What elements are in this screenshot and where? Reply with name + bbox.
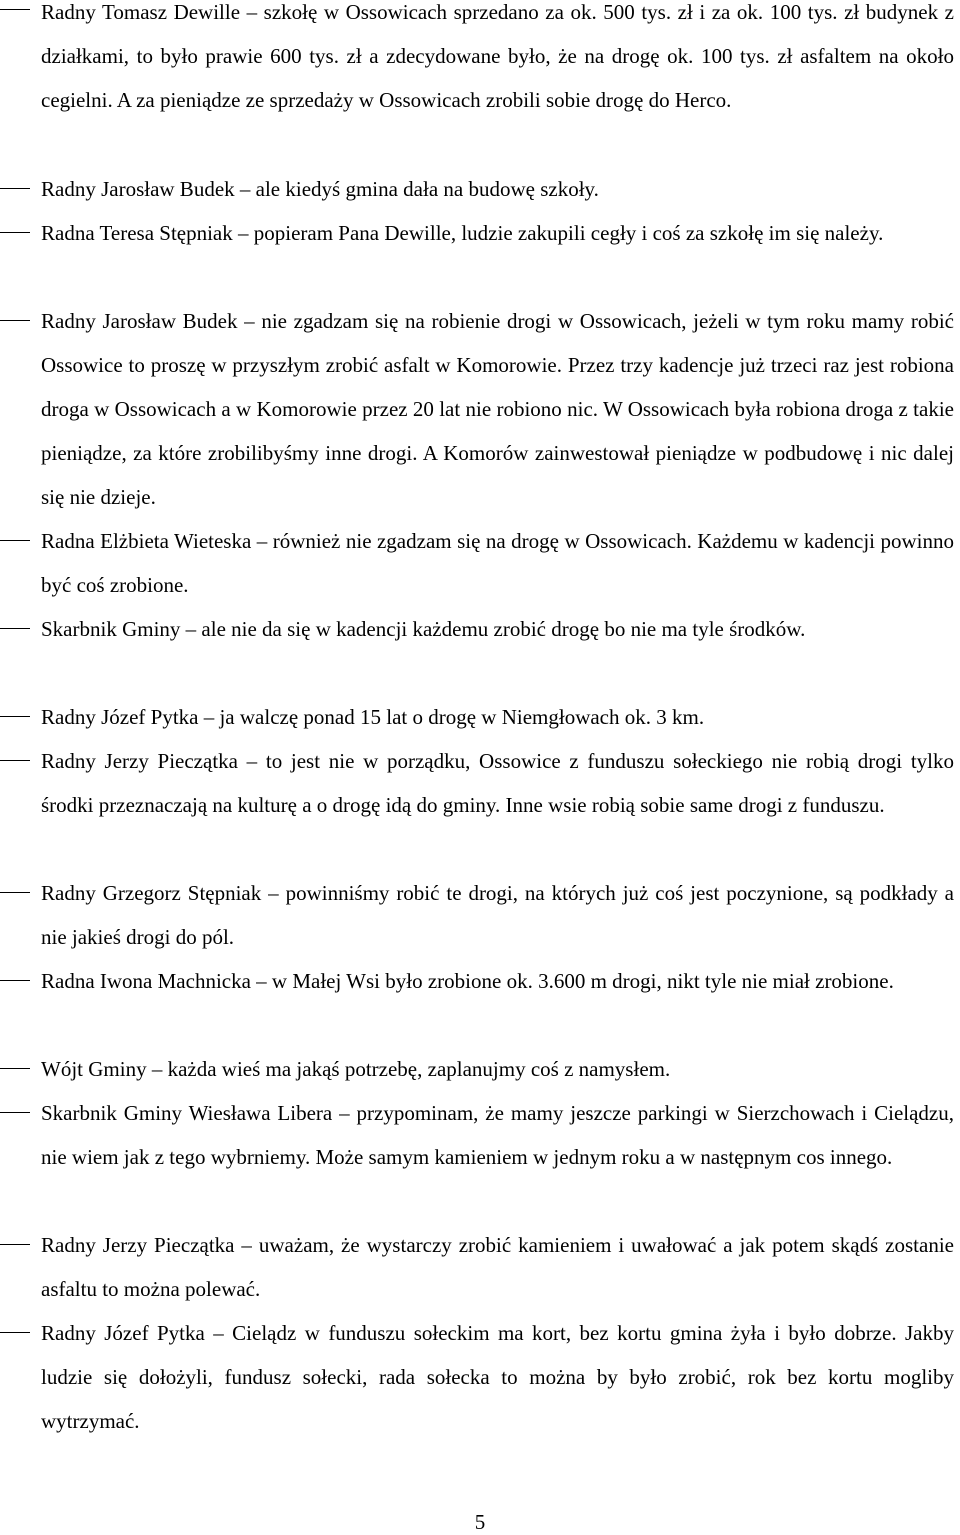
dash-bullet [0, 980, 30, 981]
paragraph-text: Skarbnik Gminy – ale nie da się w kadencji każdemu zrobić drogę bo nie ma tyle środków. [41, 617, 806, 641]
paragraph-text: Skarbnik Gminy Wiesława Libera – przypominam, że mamy jeszcze parkingi w Sierzchowach i Cielądzu, nie wiem jak z tego wybrniemy. Może samym kamieniem w jednym roku a w następnym cos innego. [41, 1101, 954, 1169]
paragraph-text: Radna Iwona Machnicka – w Małej Wsi było zrobione ok. 3.600 m drogi, nikt tyle nie miał zrobione. [41, 969, 894, 993]
paragraph-text: Radny Tomasz Dewille – szkołę w Ossowicach sprzedano za ok. 500 tys. zł i za ok. 100 tys. zł budynek z działkami, to było prawie 600 tys. zł a zdecydowane było, że na drogę ok. 100 tys. zł asfaltem na około cegielni. A za pieniądze ze sprzedaży w Ossowicach zrobili sobie drogę do Herco. [41, 0, 954, 112]
dash-bullet [0, 892, 30, 893]
dash-bullet [0, 716, 30, 717]
paragraph-text: Radny Jarosław Budek – nie zgadzam się na robienie drogi w Ossowicach, jeżeli w tym roku mamy robić Ossowice to proszę w przyszłym zrobić asfalt w Komorowie. Przez trzy kadencje już trzeci raz jest robiona droga w Ossowicach a w Komorowie przez 20 lat nie robiono nic. W Ossowicach była robiona droga z takie pieniądze, za które zrobilibyśmy inne drogi. A Komorów zainwestował pieniądze w podbudowę i nic dalej się nie dzieje. [41, 309, 954, 509]
dash-bullet [0, 760, 30, 761]
paragraph-text: Radny Grzegorz Stępniak – powinniśmy robić te drogi, na których już coś jest poczynione, są podkłady a nie jakieś drogi do pól. [41, 881, 954, 949]
paragraph-text: Radna Teresa Stępniak – popieram Pana Dewille, ludzie zakupili cegły i coś za szkołę im się należy. [41, 221, 884, 245]
dash-bullet [0, 1112, 30, 1113]
paragraph-text: Radna Elżbieta Wieteska – również nie zgadzam się na drogę w Ossowicach. Każdemu w kadencji powinno być coś zrobione. [41, 529, 954, 597]
dash-bullet [0, 1244, 30, 1245]
dash-bullet [0, 1068, 30, 1069]
paragraph-text: Radny Jerzy Pieczątka – uważam, że wystarczy zrobić kamieniem i uwałować a jak potem skądś zostanie asfaltu to można polewać. [41, 1233, 954, 1301]
dash-bullet [0, 232, 30, 233]
paragraph-text: Wójt Gminy – każda wieś ma jakąś potrzebę, zaplanujmy coś z namysłem. [41, 1057, 671, 1081]
paragraph-text: Radny Józef Pytka – ja walczę ponad 15 lat o drogę w Niemgłowach ok. 3 km. [41, 705, 705, 729]
dash-bullet [0, 188, 30, 189]
dash-bullet [0, 540, 30, 541]
dash-bullet [0, 320, 30, 321]
page-number: 5 [474, 1510, 486, 1534]
dash-bullet [0, 9, 30, 10]
paragraph-text: Radny Jerzy Pieczątka – to jest nie w porządku, Ossowice z funduszu sołeckiego nie robią drogi tylko środki przeznaczają na kulturę a o drogę idą do gminy. Inne wsie robią sobie same drogi z funduszu. [41, 749, 954, 817]
dash-bullet [0, 628, 30, 629]
dash-bullet [0, 1332, 30, 1333]
paragraph-text: Radny Józef Pytka – Cielądz w funduszu sołeckim ma kort, bez kortu gmina żyła i było dobrze. Jakby ludzie się dołożyli, fundusz sołecki, rada sołecka to można by było zrobić, rok bez kortu mogliby wytrzymać. [41, 1321, 954, 1433]
paragraph-text: Radny Jarosław Budek – ale kiedyś gmina dała na budowę szkoły. [41, 177, 599, 201]
